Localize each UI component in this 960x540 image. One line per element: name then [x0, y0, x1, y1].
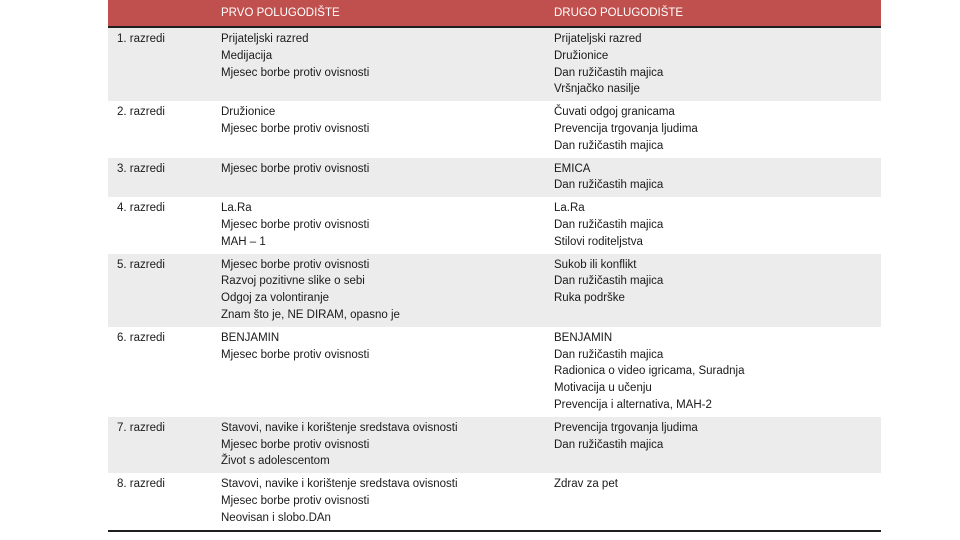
activity-line: Medijacija: [221, 49, 273, 62]
activity-line: Mjesec borbe protiv ovisnosti: [221, 494, 370, 507]
first-semester-cell: [212, 473, 545, 530]
second-semester-cell: [545, 327, 881, 417]
second-semester-cell: [545, 417, 881, 473]
table-row: [108, 327, 881, 417]
activity-line: Družionice: [221, 106, 276, 119]
first-semester-cell: [212, 27, 545, 101]
second-semester-cell: [545, 101, 881, 157]
header-second-semester: DRUGO POLUGODIŠTE: [545, 0, 881, 27]
grade-cell: 4. razredi: [108, 197, 212, 253]
second-semester-cell: [545, 473, 881, 530]
activity-line: Dan ružičastih majica: [554, 139, 664, 152]
table-body: [108, 27, 881, 531]
activity-line: Ruka podrške: [554, 292, 625, 305]
activity-line: Znam što je, NE DIRAM, opasno je: [221, 308, 400, 321]
activity-line: Zdrav za pet: [554, 478, 618, 491]
activity-line: BENJAMIN: [554, 331, 613, 344]
table-row: [108, 417, 881, 473]
table-row: [108, 158, 881, 198]
table-row: [108, 254, 881, 327]
activity-line: Mjesec borbe protiv ovisnosti: [221, 218, 370, 231]
table-row: [108, 197, 881, 253]
activity-line: Stilovi roditeljstva: [554, 235, 643, 248]
header-first-semester: PRVO POLUGODIŠTE: [212, 0, 545, 27]
activity-line: Stavovi, navike i korištenje sredstava ovisnosti: [221, 478, 458, 491]
activity-line: Dan ružičastih majica: [554, 218, 664, 231]
activity-line: Dan ružičastih majica: [554, 438, 664, 451]
activity-line: Sukob ili konflikt: [554, 258, 637, 271]
activity-line: Prijateljski razred: [221, 33, 309, 45]
activity-line: Razvoj pozitivne slike o sebi: [221, 275, 365, 288]
activity-line: Odgoj za volontiranje: [221, 292, 330, 305]
activity-line: MAH – 1: [221, 235, 266, 248]
activity-line: Mjesec borbe protiv ovisnosti: [221, 122, 370, 135]
activity-line: Mjesec borbe protiv ovisnosti: [221, 66, 370, 79]
activity-line: Motivacija u učenju: [554, 382, 652, 395]
program-table: [108, 0, 881, 532]
grade-cell: 2. razredi: [108, 101, 212, 157]
table-row: [108, 27, 881, 101]
activity-line: Prevencija trgovanja ljudima: [554, 122, 698, 135]
activity-line: BENJAMIN: [221, 331, 280, 344]
second-semester-cell: [545, 197, 881, 253]
second-semester-cell: [545, 27, 881, 101]
activity-line: La.Ra: [221, 202, 252, 215]
table-header-row: [108, 0, 881, 27]
activity-line: La.Ra: [554, 202, 585, 215]
first-semester-cell: [212, 197, 545, 253]
activity-line: Dan ružičastih majica: [554, 348, 664, 361]
activity-line: Prijateljski razred: [554, 33, 642, 45]
activity-line: Neovisan i slobo.DAn: [221, 511, 331, 524]
activity-line: Čuvati odgoj granicama: [554, 106, 675, 119]
grade-cell: 8. razredi: [108, 473, 212, 530]
grade-cell: 6. razredi: [108, 327, 212, 417]
activity-line: Dan ružičastih majica: [554, 275, 664, 288]
table-row: [108, 101, 881, 157]
first-semester-cell: [212, 158, 545, 198]
second-semester-cell: [545, 254, 881, 327]
activity-line: Dan ružičastih majica: [554, 66, 664, 79]
activity-line: Mjesec borbe protiv ovisnosti: [221, 348, 370, 361]
activity-line: Mjesec borbe protiv ovisnosti: [221, 438, 370, 451]
second-semester-cell: [545, 158, 881, 198]
grade-cell: 7. razredi: [108, 417, 212, 473]
first-semester-cell: [212, 101, 545, 157]
first-semester-cell: [212, 417, 545, 473]
activity-line: Mjesec borbe protiv ovisnosti: [221, 258, 370, 271]
first-semester-cell: [212, 254, 545, 327]
activity-line: Vršnjačko nasilje: [554, 83, 640, 96]
activity-line: Stavovi, navike i korištenje sredstava ovisnosti: [221, 421, 458, 434]
activity-line: EMICA: [554, 162, 591, 175]
activity-line: Radionica o video igricama, Suradnja: [554, 365, 745, 378]
header-grade: [108, 0, 212, 27]
activity-line: Družionice: [554, 49, 609, 62]
activity-line: Život s adolescentom: [221, 455, 330, 468]
activity-line: Dan ružičastih majica: [554, 179, 664, 192]
activity-line: Prevencija trgovanja ljudima: [554, 421, 698, 434]
grade-cell: 5. razredi: [108, 254, 212, 327]
activity-line: Prevencija i alternativa, MAH-2: [554, 398, 712, 411]
grade-cell: 3. razredi: [108, 158, 212, 198]
table-row: [108, 473, 881, 530]
grade-cell: 1. razredi: [108, 27, 212, 101]
activity-line: Mjesec borbe protiv ovisnosti: [221, 162, 370, 175]
first-semester-cell: [212, 327, 545, 417]
